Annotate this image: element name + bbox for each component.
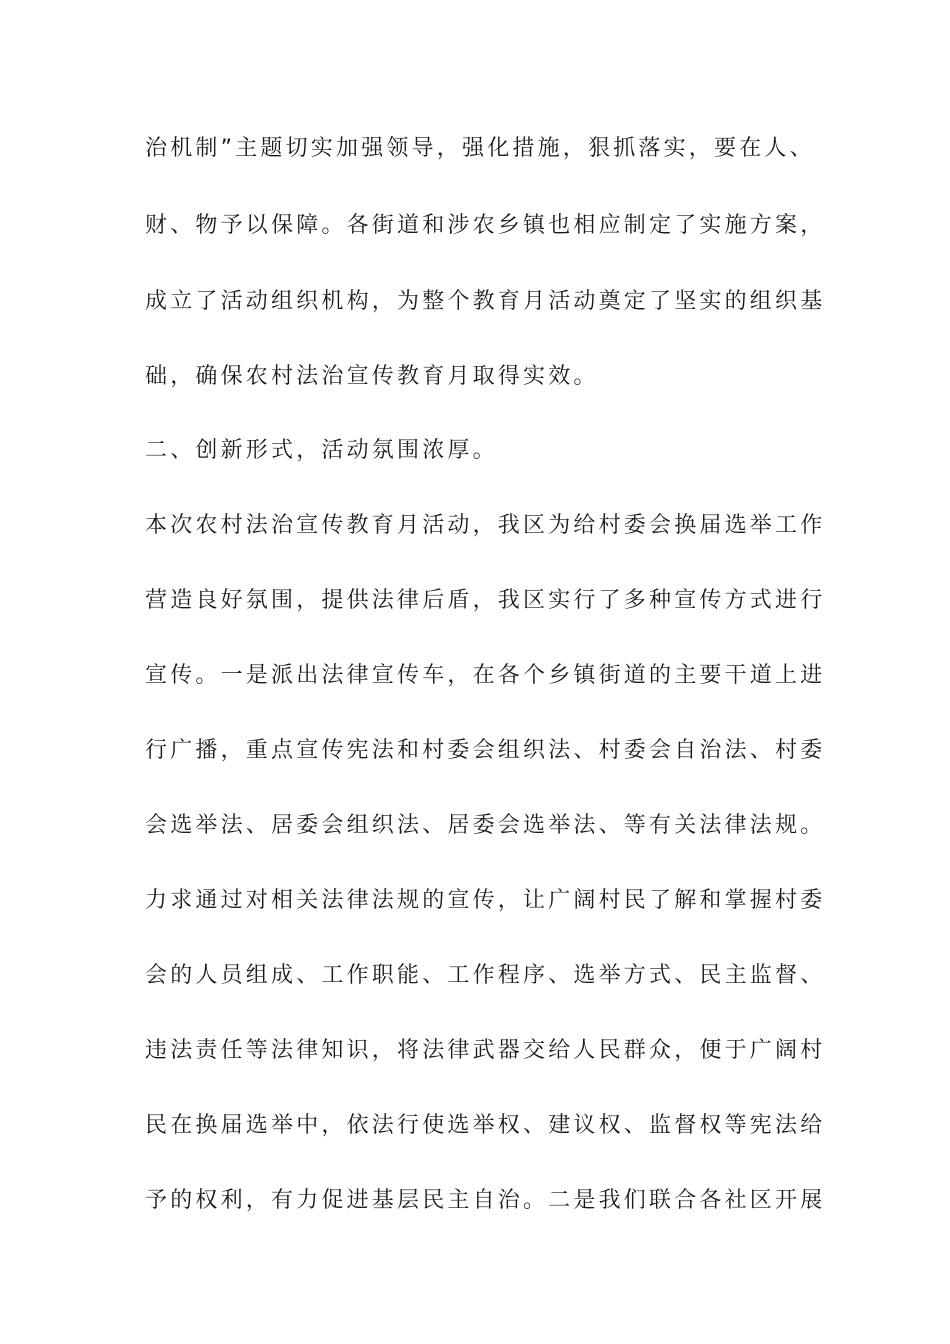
text-line-12: 会的人员组成、工作职能、工作程序、选举方式、民主监督、 <box>145 963 826 988</box>
text-line-8: 宣传。一是派出法律宣传车，在各个乡镇街道的主要干道上进 <box>145 663 826 688</box>
text-line-10: 会选举法、居委会组织法、居委会选举法、等有关法律法规。 <box>145 813 826 838</box>
text-line-3: 成立了活动组织机构，为整个教育月活动奠定了坚实的组织基 <box>145 289 826 314</box>
text-line-1: 治机制”主题切实加强领导，强化措施，狠抓落实，要在人、 <box>145 136 815 161</box>
text-line-7: 营造良好氛围，提供法律后盾，我区实行了多种宣传方式进行 <box>145 588 826 613</box>
text-line-11: 力求通过对相关法律法规的宣传，让广阔村民了解和掌握村委 <box>145 888 826 913</box>
text-line-14: 民在换届选举中，依法行使选举权、建议权、监督权等宪法给 <box>145 1113 826 1138</box>
text-line-6: 本次农村法治宣传教育月活动，我区为给村委会换届选举工作 <box>145 513 826 538</box>
text-line-2: 财、物予以保障。各街道和涉农乡镇也相应制定了实施方案， <box>145 213 826 238</box>
text-line-9: 行广播，重点宣传宪法和村委会组织法、村委会自治法、村委 <box>145 738 826 763</box>
section-heading: 二、创新形式，活动氛围浓厚。 <box>145 438 498 463</box>
text-line-13: 违法责任等法律知识，将法律武器交给人民群众，便于广阔村 <box>145 1038 826 1063</box>
text-line-4: 础，确保农村法治宣传教育月取得实效。 <box>145 364 599 389</box>
text-line-15: 予的权利，有力促进基层民主自治。二是我们联合各社区开展 <box>145 1188 826 1213</box>
